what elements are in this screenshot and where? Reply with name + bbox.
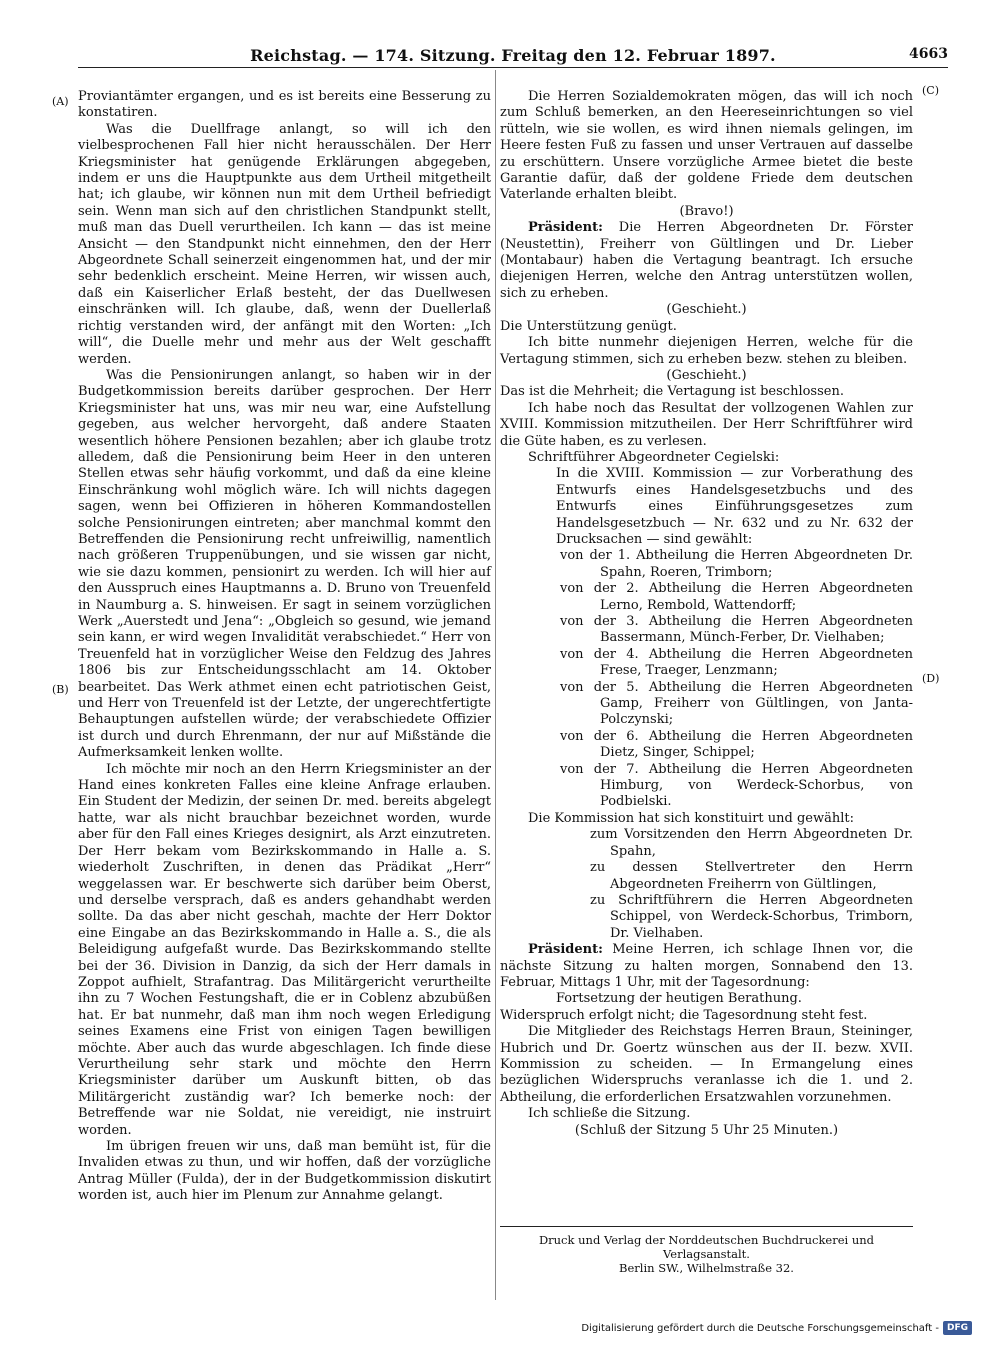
right-paragraph — [560, 581, 913, 614]
paragraph-text: Ich möchte mir noch an den Herrn Kriegsminister an der Hand eines konkreten Falles eine kleine Anfrage erlauben. Ein Student der Medizin, der seinen Dr. med. bereits abgelegt hatte, war als nicht brauchbar bezeichnet worden, wurde aber für den Fall eines Krieges designirt, als Arzt einzutreten. Der Herr bekam vom Bezirkskommando in Halle a. S. wiederholt Zuschriften, in denen das Prädikat „Herr“ weggelassen war. Er beschwerte sich darüber beim Oberst, und derselbe versprach, daß es anders gehandhabt werden sollte. Da das aber nicht geschah, machte der Herr Doktor eine Eingabe an das Bezirkskommando in Halle a. S., die als Beleidigung aufgefaßt wurde. Das Bezirkskommando stellte bei der 36. Division in Danzig, da sich der Herr damals in Zoppot aufhielt, Strafantrag. Das Militärgericht verurtheilte ihn zu 7 Wochen Festungshaft, die er in Coblenz abzubüßen hat. Er bat nunmehr, daß man ihm noch wegen Erledigung seines Examens eine Frist von einigen Tagen bewilligen möchte. Aber auch das wurde abgeschlagen. Ich finde diese Verurtheilung sehr stark und möchte den Herrn Kriegsminister darüber um Auskunft bitten, ob das Militärgericht zuständig war? Ich bemerke noch: der Betreffende war nie Soldat, nie vereidigt, nie instruirt worden. — [78, 761, 491, 1138]
right-paragraph — [500, 1024, 913, 1106]
paragraph-text: Fortsetzung der heutigen Berathung. — [556, 991, 802, 1007]
paragraph-text: Widerspruch erfolgt nicht; die Tagesordnung steht fest. — [500, 1007, 868, 1023]
paragraph-text: Das ist die Mehrheit; die Vertagung ist beschlossen. — [500, 384, 844, 400]
margin-marker-c: (C) — [922, 84, 939, 97]
right-paragraph — [500, 1106, 913, 1122]
right-paragraph — [560, 728, 913, 762]
right-paragraph — [500, 1008, 913, 1024]
paragraph-text: Was die Pensionirungen anlangt, so haben wir in der Budgetkommission bereits darüber gesprochen. Der Herr Kriegsminister hat uns, was mir neu war, eine Aufstellung gegeben, aus welcher hervorgeht, daß andere Staaten wesentlich höhere Pensionen bezahlen; aber ich glaube trotz alledem, daß die Pensionirung beim Heer in den unteren Stellen etwas sehr häufig vorkommt, und daß da eine kleine Einschränkung wohl möglich wäre. Ich will nichts dagegen sagen, wenn bei Offizieren in höheren Kommandostellen solche Pensionirungen eintreten; aber manchmal kommt den Betreffenden die Pensionirung recht unfreiwillig, namentlich nach größeren Truppenübungen, und sie wissen gar nicht, wie sie dazu kommen, pensionirt zu werden. Ich will hier auf den Ausspruch eines Hauptmanns a. D. Bruno von Treuenfeld in Naumburg a. S. hinweisen. Er sagt in seinem vorzüglichen Werk „Auerstedt und Jena“: „Obgleich so gesund, wie jemand sein kann, er wird wegen Invalidität verabschiedet.“ Herr von Treuenfeld hat in vorzüglicher Weise den Feldzug des Jahres 1806 bis zur Entscheidungsschlacht am 14. Oktober bearbeitet. Das Werk athmet einen echt patriotischen Geist, und Herr von Treuenfeld ist der Letzte, der ungerechtfertigte Behauptungen aufstellen würde; der verabschiedete Offizier ist durch und durch Ehrenmann, der nur auf Mißstände die Aufmerksamkeit lenken wollte. — [78, 367, 491, 761]
right-paragraph — [556, 466, 913, 548]
right-paragraph — [560, 679, 913, 729]
right-paragraph — [556, 991, 913, 1007]
paragraph-text: Proviantämter ergangen, und es ist bereits eine Besserung zu konstatiren. — [78, 89, 491, 121]
right-paragraph — [500, 450, 913, 466]
paragraph-text: von der 1. Abtheilung die Herren Abgeordneten Dr. Spahn, Roeren, Trimborn; — [560, 548, 913, 580]
paragraph-text: Die Kommission hat sich konstituirt und gewählt: — [528, 810, 855, 826]
right-paragraph — [500, 368, 913, 384]
right-paragraph — [528, 811, 913, 827]
right-paragraph — [500, 384, 913, 400]
right-paragraph — [500, 204, 913, 220]
publisher-line-2: Berlin SW., Wilhelmstraße 32. — [619, 1261, 794, 1275]
paragraph-text: Die Mitglieder des Reichstags Herren Braun, Steininger, Hubrich und Dr. Goertz wünschen aus der II. bezw. XVII. Kommission zu scheiden. — In Ermangelung eines bezüglichen Widerspruchs veranlasse ich die 1. und 2. Abtheilung, die erforderlichen Ersatzwahlen vorzunehmen. — [500, 1024, 913, 1105]
speaker-label: Präsident: — [528, 942, 603, 958]
paragraph-text: von der 3. Abtheilung die Herren Abgeordneten Bassermann, Münch-Ferber, Dr. Vielhaben; — [560, 614, 913, 646]
paragraph-text: Meine Herren, ich schlage Ihnen vor, die nächste Sitzung zu halten morgen, Sonnabend den 13. Februar, Mittags 1 Uhr, mit der Tagesordnung: — [500, 942, 913, 990]
publisher-line-1: Druck und Verlag der Norddeutschen Buchdruckerei und Verlagsanstalt. — [538, 1233, 875, 1261]
right-paragraph — [500, 220, 913, 302]
paragraph-text: Ich habe noch das Resultat der vollzogenen Wahlen zur XVIII. Kommission mitzutheilen. Der Herr Schriftführer wird die Güte haben, es zu verlesen. — [500, 400, 913, 449]
paragraph-text: Ich schließe die Sitzung. — [528, 1106, 691, 1122]
paragraph-text: (Geschieht.) — [666, 367, 747, 383]
right-paragraph — [500, 401, 913, 450]
left-paragraph — [78, 122, 491, 368]
paragraph-text: von der 6. Abtheilung die Herren Abgeordneten Dietz, Singer, Schippel; — [560, 728, 913, 761]
paragraph-text: In die XVIII. Kommission — zur Vorberathung des Entwurfs eines Handelsgesetzbuchs und des Entwurfs eines Einführungsgesetzes zum Handelsgesetzbuch — Nr. 632 und zu Nr. 632 der Drucksachen — sind gewählt: — [556, 466, 913, 547]
running-title: Reichstag. — 174. Sitzung. Freitag den 12. Februar 1897. — [250, 46, 776, 65]
paragraph-text: Im übrigen freuen wir uns, daß man bemüht ist, für die Invaliden etwas zu thun, und wir hoffen, daß der vorzügliche Antrag Müller (Fulda), der in der Budgetkommission diskutirt worden ist, auch hier im Plenum zur Annahme gelangt. — [78, 1139, 491, 1204]
right-paragraph — [560, 646, 913, 680]
paragraph-text: von der 5. Abtheilung die Herren Abgeordneten Gamp, Freiherr von Gültlingen, von Janta-Polczynski; — [560, 679, 913, 728]
paragraph-text: (Bravo!) — [679, 203, 734, 219]
right-paragraph — [560, 548, 913, 581]
page-header — [78, 40, 948, 68]
paragraph-text: Die Unterstützung genügt. — [500, 318, 677, 334]
paragraph-text: zu Schriftführern die Herren Abgeordneten Schippel, von Werdeck-Schorbus, Trimborn, Dr. Vielhaben. — [590, 892, 913, 941]
left-paragraph — [78, 762, 491, 1139]
right-paragraph — [500, 302, 913, 318]
right-column — [500, 89, 913, 1139]
paragraph-text: Die Herren Abgeordneten Dr. Förster (Neustettin), Freiherr von Gültlingen und Dr. Lieber (Montabaur) haben die Vertagung beantragt. Ich ersuche diejenigen Herren, welche den Antrag unterstützen wollen, sich zu erheben. — [500, 220, 913, 301]
paragraph-text: zum Vorsitzenden den Herrn Abgeordneten Dr. Spahn, — [590, 827, 913, 859]
right-paragraph — [560, 614, 913, 647]
right-paragraph — [590, 892, 913, 942]
paragraph-text: von der 2. Abtheilung die Herren Abgeordneten Lerno, Rembold, Wattendorff; — [560, 581, 913, 613]
right-paragraph — [500, 335, 913, 368]
margin-marker-a: (A) — [52, 95, 69, 108]
paragraph-text: zu dessen Stellvertreter den Herrn Abgeordneten Freiherrn von Gültlingen, — [590, 860, 913, 892]
paragraph-text: Schriftführer Abgeordneter Cegielski: — [528, 449, 780, 465]
left-column — [78, 89, 491, 1205]
publisher-imprint — [500, 1226, 913, 1275]
paragraph-text: von der 4. Abtheilung die Herren Abgeordneten Frese, Traeger, Lenzmann; — [560, 646, 913, 679]
header-rule — [78, 67, 948, 68]
right-paragraph — [560, 761, 913, 811]
paragraph-text: Was die Duellfrage anlangt, so will ich den vielbesprochenen Fall hier nicht herausschälen. Der Herr Kriegsminister hat genügende Erklärungen abgegeben, indem er uns die Hauptpunkte aus dem Urtheil mitgetheilt hat; ich glaube, wir können nun mit dem Urtheil befriedigt sein. Wenn man sich auf den christlichen Standpunkt stellt, muß man das Duell verurtheilen. Ich kann — das ist meine Ansicht — den Standpunkt nicht einnehmen, den der Herr Abgeordnete Schall seinerzeit eingenommen hat, und der mir sehr bedenklich erscheint. Meine Herren, wir wissen auch, daß ein Kaiserlicher Erlaß besteht, der das Duellwesen einschränken will. Ich glaube, daß, wenn der Duellerlaß richtig verstanden wird, der anfängt mit den Worten: „Ich will“, die Duelle mehr und mehr aus der Welt geschafft werden. — [78, 121, 491, 367]
right-paragraph — [500, 89, 913, 204]
page-number: 4663 — [909, 46, 948, 62]
right-paragraph — [590, 827, 913, 860]
right-paragraph — [590, 860, 913, 893]
digitization-footer — [581, 1321, 972, 1335]
footer-text: Digitalisierung gefördert durch die Deutsche Forschungsgemeinschaft - — [581, 1322, 939, 1334]
paragraph-text: (Geschieht.) — [666, 302, 747, 318]
left-paragraph — [78, 1139, 491, 1205]
paragraph-text: Ich bitte nunmehr diejenigen Herren, welche für die Vertagung stimmen, sich zu erheben bezw. stehen zu bleiben. — [500, 335, 913, 367]
paragraph-text: (Schluß der Sitzung 5 Uhr 25 Minuten.) — [574, 1122, 839, 1138]
left-paragraph — [78, 89, 491, 122]
margin-marker-b: (B) — [52, 683, 69, 696]
right-paragraph — [500, 1123, 913, 1139]
column-separator — [495, 70, 496, 1300]
paragraph-text: von der 7. Abtheilung die Herren Abgeordneten Himburg, von Werdeck-Schorbus, von Podbielski. — [560, 761, 913, 810]
paragraph-text: Die Herren Sozialdemokraten mögen, das will ich noch zum Schluß bemerken, an den Heereseinrichtungen so viel rütteln, wie sie wollen, es wird ihnen niemals gelingen, im Heere festen Fuß zu fassen und unser Vertrauen auf dasselbe zu erschüttern. Unsere vorzügliche Armee bietet die beste Garantie dafür, daß der goldene Friede dem deutschen Vaterlande erhalten bleibt. — [500, 89, 913, 203]
right-paragraph — [500, 942, 913, 991]
right-paragraph — [500, 319, 913, 335]
margin-marker-d: (D) — [922, 672, 940, 685]
left-paragraph — [78, 368, 491, 762]
dfg-logo: DFG — [943, 1321, 972, 1335]
speaker-label: Präsident: — [528, 220, 603, 236]
